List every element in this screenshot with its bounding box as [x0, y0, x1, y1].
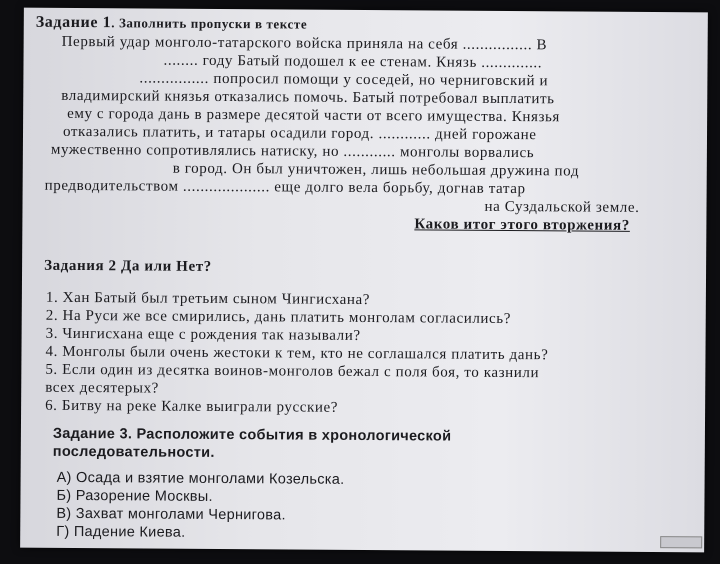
task2-item: 3. Чингисхана еще с рождения так называли? — [45, 325, 361, 344]
task2-item: 2. На Руси же все смирились, дань платить монголам согласились? — [45, 307, 512, 328]
task1-line: на Суздальской земле. — [484, 198, 640, 216]
task1-heading-text: . Заполнить пропуски в тексте — [111, 15, 308, 32]
task3-item: В) Захват монголами Чернигова. — [56, 505, 286, 524]
task1-line: владимирский князья отказались помочь. Батый потребовал выплатить — [61, 87, 555, 108]
task3-item: Б) Разорение Москвы. — [56, 487, 213, 505]
task2-item: 1. Хан Батый был третьим сыном Чингисхана? — [45, 289, 371, 309]
document-page — [20, 8, 708, 553]
task2-item: 4. Монголы были очень жестоки к тем, кто не соглашался платить дань? — [45, 343, 549, 364]
task3-item: Г) Падение Киева. — [56, 523, 186, 541]
task1-line: в город. Он был уничтожен, лишь небольшая дружина под — [172, 160, 580, 180]
task1-line: мужественно сопротивлялись натиску, но ............ монголы ворвались — [50, 141, 535, 162]
task1-line: ........ году Батый подошел к ее стенам. Князь .............. — [163, 52, 543, 72]
task1-question: Каков итог этого вторжения? — [414, 216, 630, 234]
task2-item: 6. Битву на реке Калке выиграли русские? — [45, 397, 339, 416]
task3-heading-cont: последовательности. — [52, 443, 215, 461]
task1-line: Первый удар монголо-татарского войска приняла на себя ................ В — [61, 33, 548, 54]
task3-heading: Задание 3. Расположите события в хронологической — [52, 425, 452, 445]
task1-line: ему с города дань в размере десятой части от всего имущества. Князья — [67, 105, 560, 126]
task1-line: отказались платить, и татары осадили город. ............ дней горожане — [62, 123, 537, 144]
task3-item: А) Осада и взятие монголами Козельска. — [56, 469, 345, 488]
task1-heading — [36, 14, 308, 34]
task2-item: 5. Если один из десятка воинов-монголов бежал с поля боя, то казнили — [45, 361, 540, 382]
task1-line: ................ попросил помощи у соседей, но черниговский и — [139, 70, 549, 90]
task2-item: всех десятерых? — [45, 379, 160, 397]
task1-heading-label: Задание 1 — [35, 13, 112, 32]
task1-line: предводительством .................... еще долго вела борьбу, догнав татар — [44, 177, 526, 198]
window-corner-widget — [660, 536, 702, 548]
task2-heading: Задания 2 Да или Нет? — [44, 257, 212, 275]
